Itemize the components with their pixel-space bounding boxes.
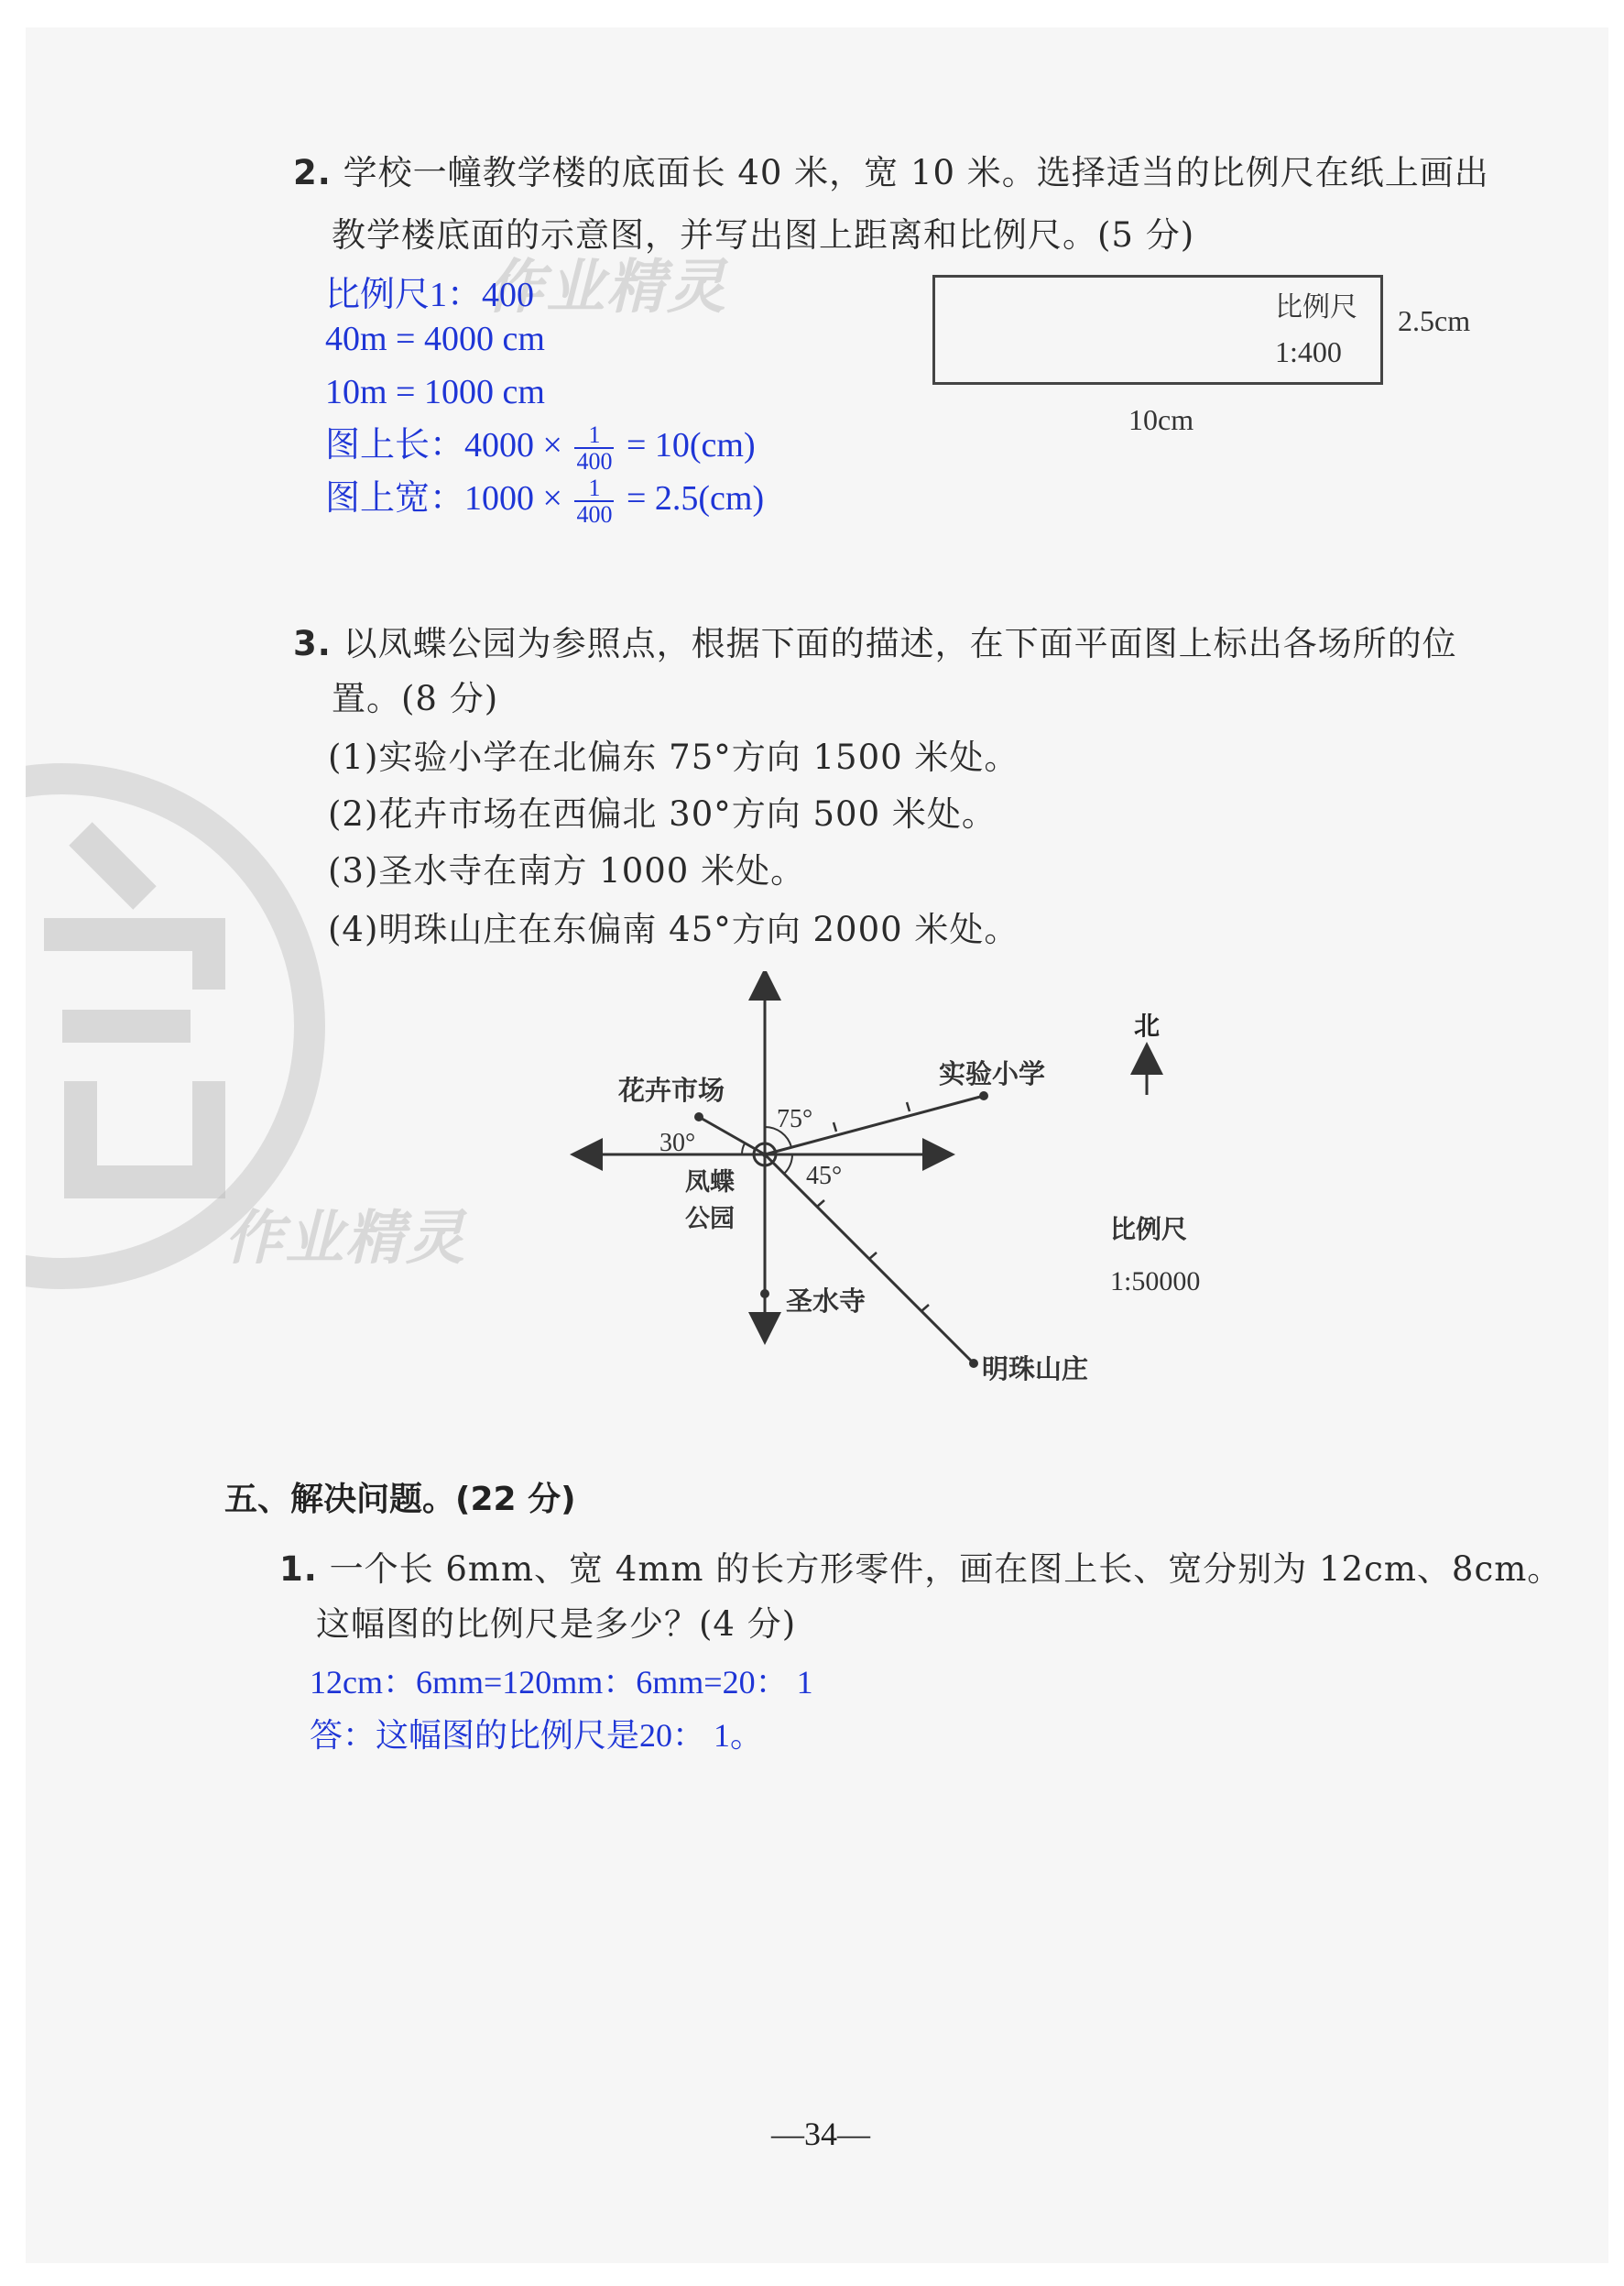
q2-answer-line5-pre: 图上宽：1000 × — [325, 479, 562, 518]
school-dot — [979, 1091, 988, 1100]
fraction-1-over-400 — [574, 422, 614, 475]
map-scale-value: 1:50000 — [1110, 1266, 1201, 1296]
center-label-line1: 凤蝶 — [685, 1168, 735, 1197]
market-dot — [694, 1112, 703, 1121]
q2-text-line1: 学校一幢教学楼的底面长 40 米，宽 10 米。选择适当的比例尺在纸上画出 — [343, 153, 1489, 192]
q3-item-1: (1)实验小学在北偏东 75°方向 1500 米处。 — [328, 738, 1019, 777]
frac-den: 400 — [576, 501, 613, 529]
q2-answer-line5-post: = 2.5(cm) — [626, 479, 765, 518]
temple-label: 圣水寺 — [786, 1285, 866, 1317]
watermark-top: 作业精灵 — [485, 254, 727, 322]
q3-number: 3. — [293, 624, 332, 663]
market-line — [699, 1117, 765, 1154]
rect-scale-value: 1:400 — [1275, 335, 1342, 368]
q2-answer-line3: 10m = 1000 cm — [325, 373, 545, 411]
q2-number: 2. — [293, 153, 332, 192]
page-number: —34— — [771, 2116, 870, 2152]
villa-label: 明珠山庄 — [982, 1353, 1089, 1384]
q2-answer-line2: 40m = 4000 cm — [325, 320, 545, 358]
rect-height-label: 2.5cm — [1398, 304, 1471, 337]
north-label: 北 — [1134, 1011, 1161, 1041]
s5-q1-text-line1: 一个长 6mm、宽 4mm 的长方形零件，画在图上长、宽分别为 12cm、8cm。 — [329, 1549, 1563, 1589]
s5-q1-answer1: 12cm：6mm=120mm：6mm=20： 1 — [310, 1664, 813, 1701]
q2-answer-line4-post: = 10(cm) — [626, 426, 756, 465]
angle-45-label: 45° — [806, 1162, 843, 1190]
villa-dot — [969, 1359, 978, 1368]
q3-text-line1: 以凤蝶公园为参照点，根据下面的描述，在下面平面图上标出各场所的位 — [343, 624, 1457, 663]
frac-num: 1 — [574, 422, 614, 449]
q3-item-4: (4)明珠山庄在东偏南 45°方向 2000 米处。 — [328, 910, 1019, 949]
q2-line1 — [293, 145, 1489, 194]
rect-scale-label: 比例尺 — [1275, 291, 1357, 323]
school-label: 实验小学 — [939, 1058, 1046, 1089]
map-scale-label: 比例尺 — [1110, 1214, 1188, 1244]
q2-answer-line4 — [325, 416, 756, 475]
fraction-1-over-400-b — [574, 476, 614, 528]
arc-30 — [742, 1143, 745, 1154]
frac-den: 400 — [576, 448, 613, 476]
q2-answer-line5 — [325, 469, 764, 528]
angle-30-label: 30° — [659, 1129, 696, 1157]
section5-title: 五、解决问题。(22 分) — [224, 1481, 576, 1518]
s5-q1-answer2: 答：这幅图的比例尺是20： 1。 — [310, 1717, 764, 1754]
rect-width-label: 10cm — [1128, 403, 1194, 436]
s5-q1-number: 1. — [279, 1549, 318, 1589]
s5-q1-text-line2: 这幅图的比例尺是多少？(4 分) — [316, 1604, 797, 1644]
frac-num: 1 — [574, 476, 614, 502]
q2-answer-line1: 比例尺1：400 — [325, 276, 535, 314]
angle-75-label: 75° — [777, 1105, 813, 1133]
market-label: 花卉市场 — [618, 1075, 725, 1106]
center-label-line2: 公园 — [685, 1205, 735, 1233]
watermark-middle: 作业精灵 — [224, 1205, 466, 1273]
q2-text-line2: 教学楼底面的示意图，并写出图上距离和比例尺。(5 分) — [332, 215, 1195, 255]
q3-item-2: (2)花卉市场在西偏北 30°方向 500 米处。 — [328, 794, 997, 834]
q2-answer-line4-pre: 图上长：4000 × — [325, 426, 562, 465]
q3-item-3: (3)圣水寺在南方 1000 米处。 — [328, 851, 806, 891]
s5-q1-line1 — [279, 1541, 1562, 1591]
temple-dot — [760, 1289, 769, 1298]
q3-text-line2: 置。(8 分) — [332, 679, 499, 718]
q3-line1 — [293, 616, 1457, 665]
arc-45 — [784, 1154, 792, 1174]
